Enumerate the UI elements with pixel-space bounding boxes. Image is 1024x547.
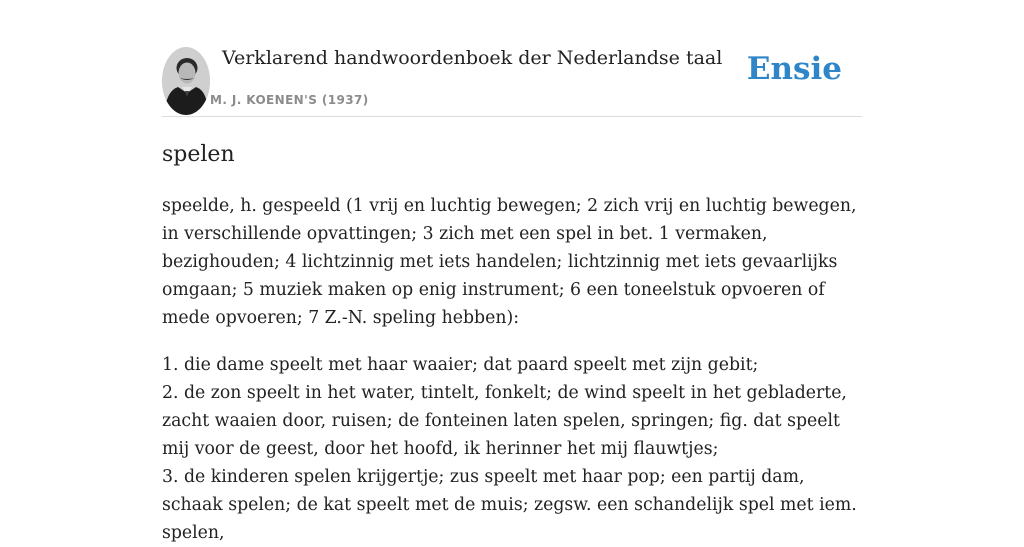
entry-examples xyxy=(162,351,862,547)
dictionary-header xyxy=(162,0,862,117)
author-portrait-icon xyxy=(162,47,210,115)
dictionary-author: M. J. KOENEN'S (1937) xyxy=(210,93,369,107)
entry-definition: speelde, h. gespeeld (1 vrij en luchtig bewegen; 2 zich vrij en luchtig bewegen, in verschillende opvattingen; 3 zich met een spel in bet. 1 vermaken, bezighouden; 4 lichtzinnig met iets handelen; lichtzinnig met iets gevaarlijks omgaan; 5 muziek maken op enig instrument; 6 een toneelstuk opvoeren of mede opvoeren; 7 Z.-N. speling hebben): xyxy=(162,196,857,328)
page xyxy=(162,0,862,543)
example-line: 2. de zon speelt in het water, tintelt, fonkelt; de wind speelt in het gebladerte, zacht waaien door, ruisen; de fonteinen laten spelen, springen; fig. dat speelt mij voor de geest, door het hoofd, ik herinner het mij flauwtjes; xyxy=(162,383,847,459)
ensie-logo-link[interactable]: Ensie xyxy=(746,51,842,87)
example-line: 1. die dame speelt met haar waaier; dat paard speelt met zijn gebit; xyxy=(162,355,759,375)
entry-headword: spelen xyxy=(162,142,235,167)
example-line: 3. de kinderen spelen krijgertje; zus speelt met haar pop; een partij dam, schaak spelen; de kat speelt met de muis; zegsw. een schandelijk spel met iem. spelen, xyxy=(162,467,857,543)
dictionary-title: Verklarend handwoordenboek der Nederlandse taal xyxy=(222,47,723,69)
